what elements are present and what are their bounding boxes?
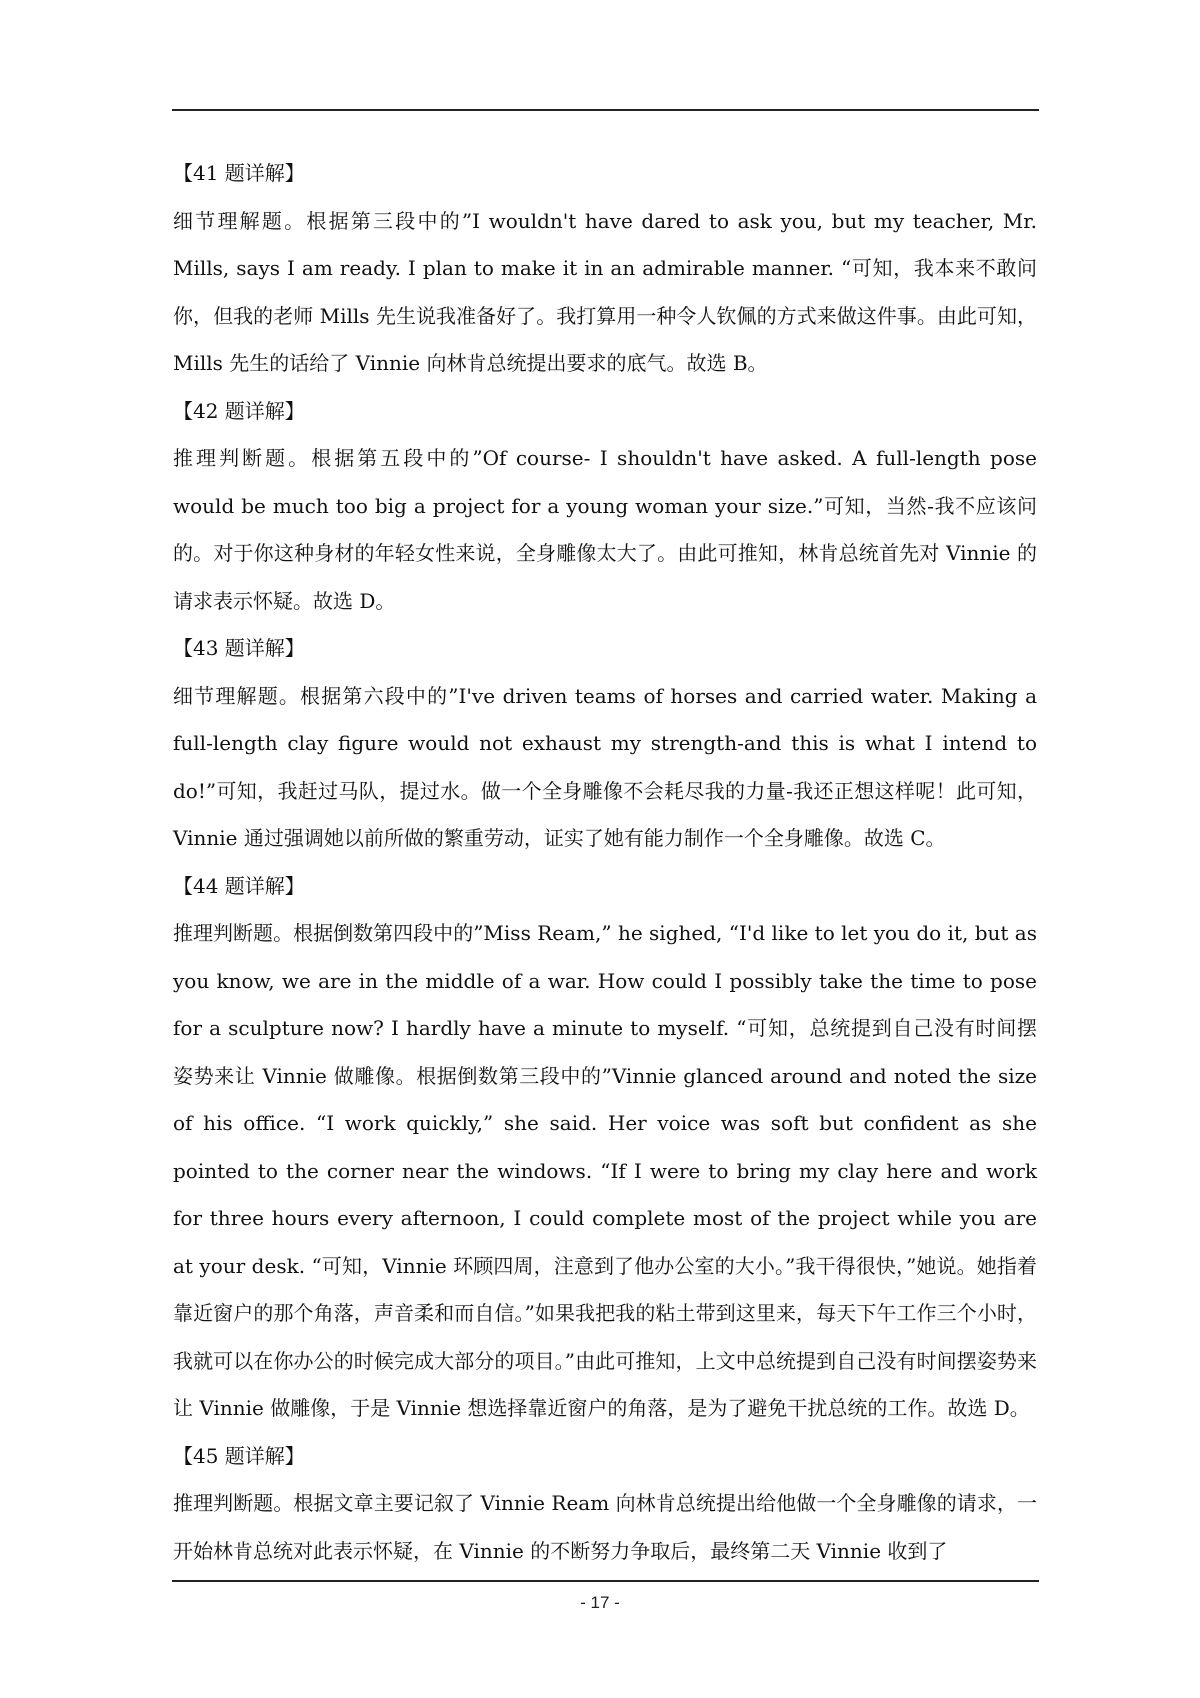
section-text-42: 推理判断题。根据第五段中的”Of course- I shouldn't have asked. A full-length pose would be much too big a project for a young woman your size.”可知，当然-我不应该问的。对于你这种身材的年轻女性来说，全身雕像太大了。由此可推知，林肯总统首先对 Vinnie 的请求表示怀疑。故选 D。 bbox=[173, 446, 1037, 613]
page-number: - 17 - bbox=[580, 1593, 620, 1612]
section-text-43: 细节理解题。根据第六段中的”I've driven teams of horses and carried water. Making a full-length clay figure would not exhaust my strength-and this is what I intend to do!”可知，我赶过马队，提过水。做一个全身雕像不会耗尽我的力量-我还正想这样呢！此可知，Vinnie 通过强调她以前所做的繁重劳动，证实了她有能力制作一个全身雕像。故选 C。 bbox=[173, 683, 1037, 850]
footer-rule bbox=[172, 1580, 1039, 1582]
section-text-44: 推理判断题。根据倒数第四段中的”Miss Ream,” he sighed, “I'd like to let you do it, but as you know, we are in the middle of a war. How could I possibly take the time to pose for a sculpture now? I hardly have a minute to myself. “可知，总统提到自己没有时间摆姿势来让 Vinnie 做雕像。根据倒数第三段中的”Vinnie glanced around and noted the size of his office. “I work quickly,” she said. Her voice was soft but confident as she pointed to the corner near the windows. “If I were to bring my clay here and work for three hours every afternoon, I could complete most of the project while you are at your desk. “可知，Vinnie 环顾四周，注意到了他办公室的大小。”我干得很快，”她说。她指着靠近窗户的那个角落，声音柔和而自信。”如果我把我的粘土带到这里来，每天下午工作三个小时，我就可以在你办公的时候完成大部分的项目。”由此可推知，上文中总统提到自己没有时间摆姿势来让 Vinnie 做雕像，于是 Vinnie 想选择靠近窗户的角落，是为了避免干扰总统的工作。故选 D。 bbox=[173, 921, 1037, 1420]
section-heading-45: 【45 题详解】 bbox=[173, 1443, 305, 1468]
section-heading-43: 【43 题详解】 bbox=[173, 636, 305, 660]
section-text-45: 推理判断题。根据文章主要记叙了 Vinnie Ream 向林肯总统提出给他做一个全身雕像的请求，一开始林肯总统对此表示怀疑，在 Vinnie 的不断努力争取后，最终第二天 Vinnie 收到了 bbox=[173, 1491, 1037, 1563]
section-heading-41: 【41 题详解】 bbox=[173, 161, 305, 185]
header-rule bbox=[172, 109, 1039, 111]
section-text-41: 细节理解题。根据第三段中的”I wouldn't have dared to ask you, but my teacher, Mr. Mills, says I am ready. I plan to make it in an admirable manner. “可知，我本来不敢问你，但我的老师 Mills 先生说我准备好了。我打算用一种令人钦佩的方式来做这件事。由此可知，Mills 先生的话给了 Vinnie 向林肯总统提出要求的底气。故选 B。 bbox=[173, 208, 1037, 375]
answer-explanations bbox=[173, 150, 1037, 1575]
section-heading-44: 【44 题详解】 bbox=[173, 873, 305, 898]
section-heading-42: 【42 题详解】 bbox=[173, 398, 305, 423]
